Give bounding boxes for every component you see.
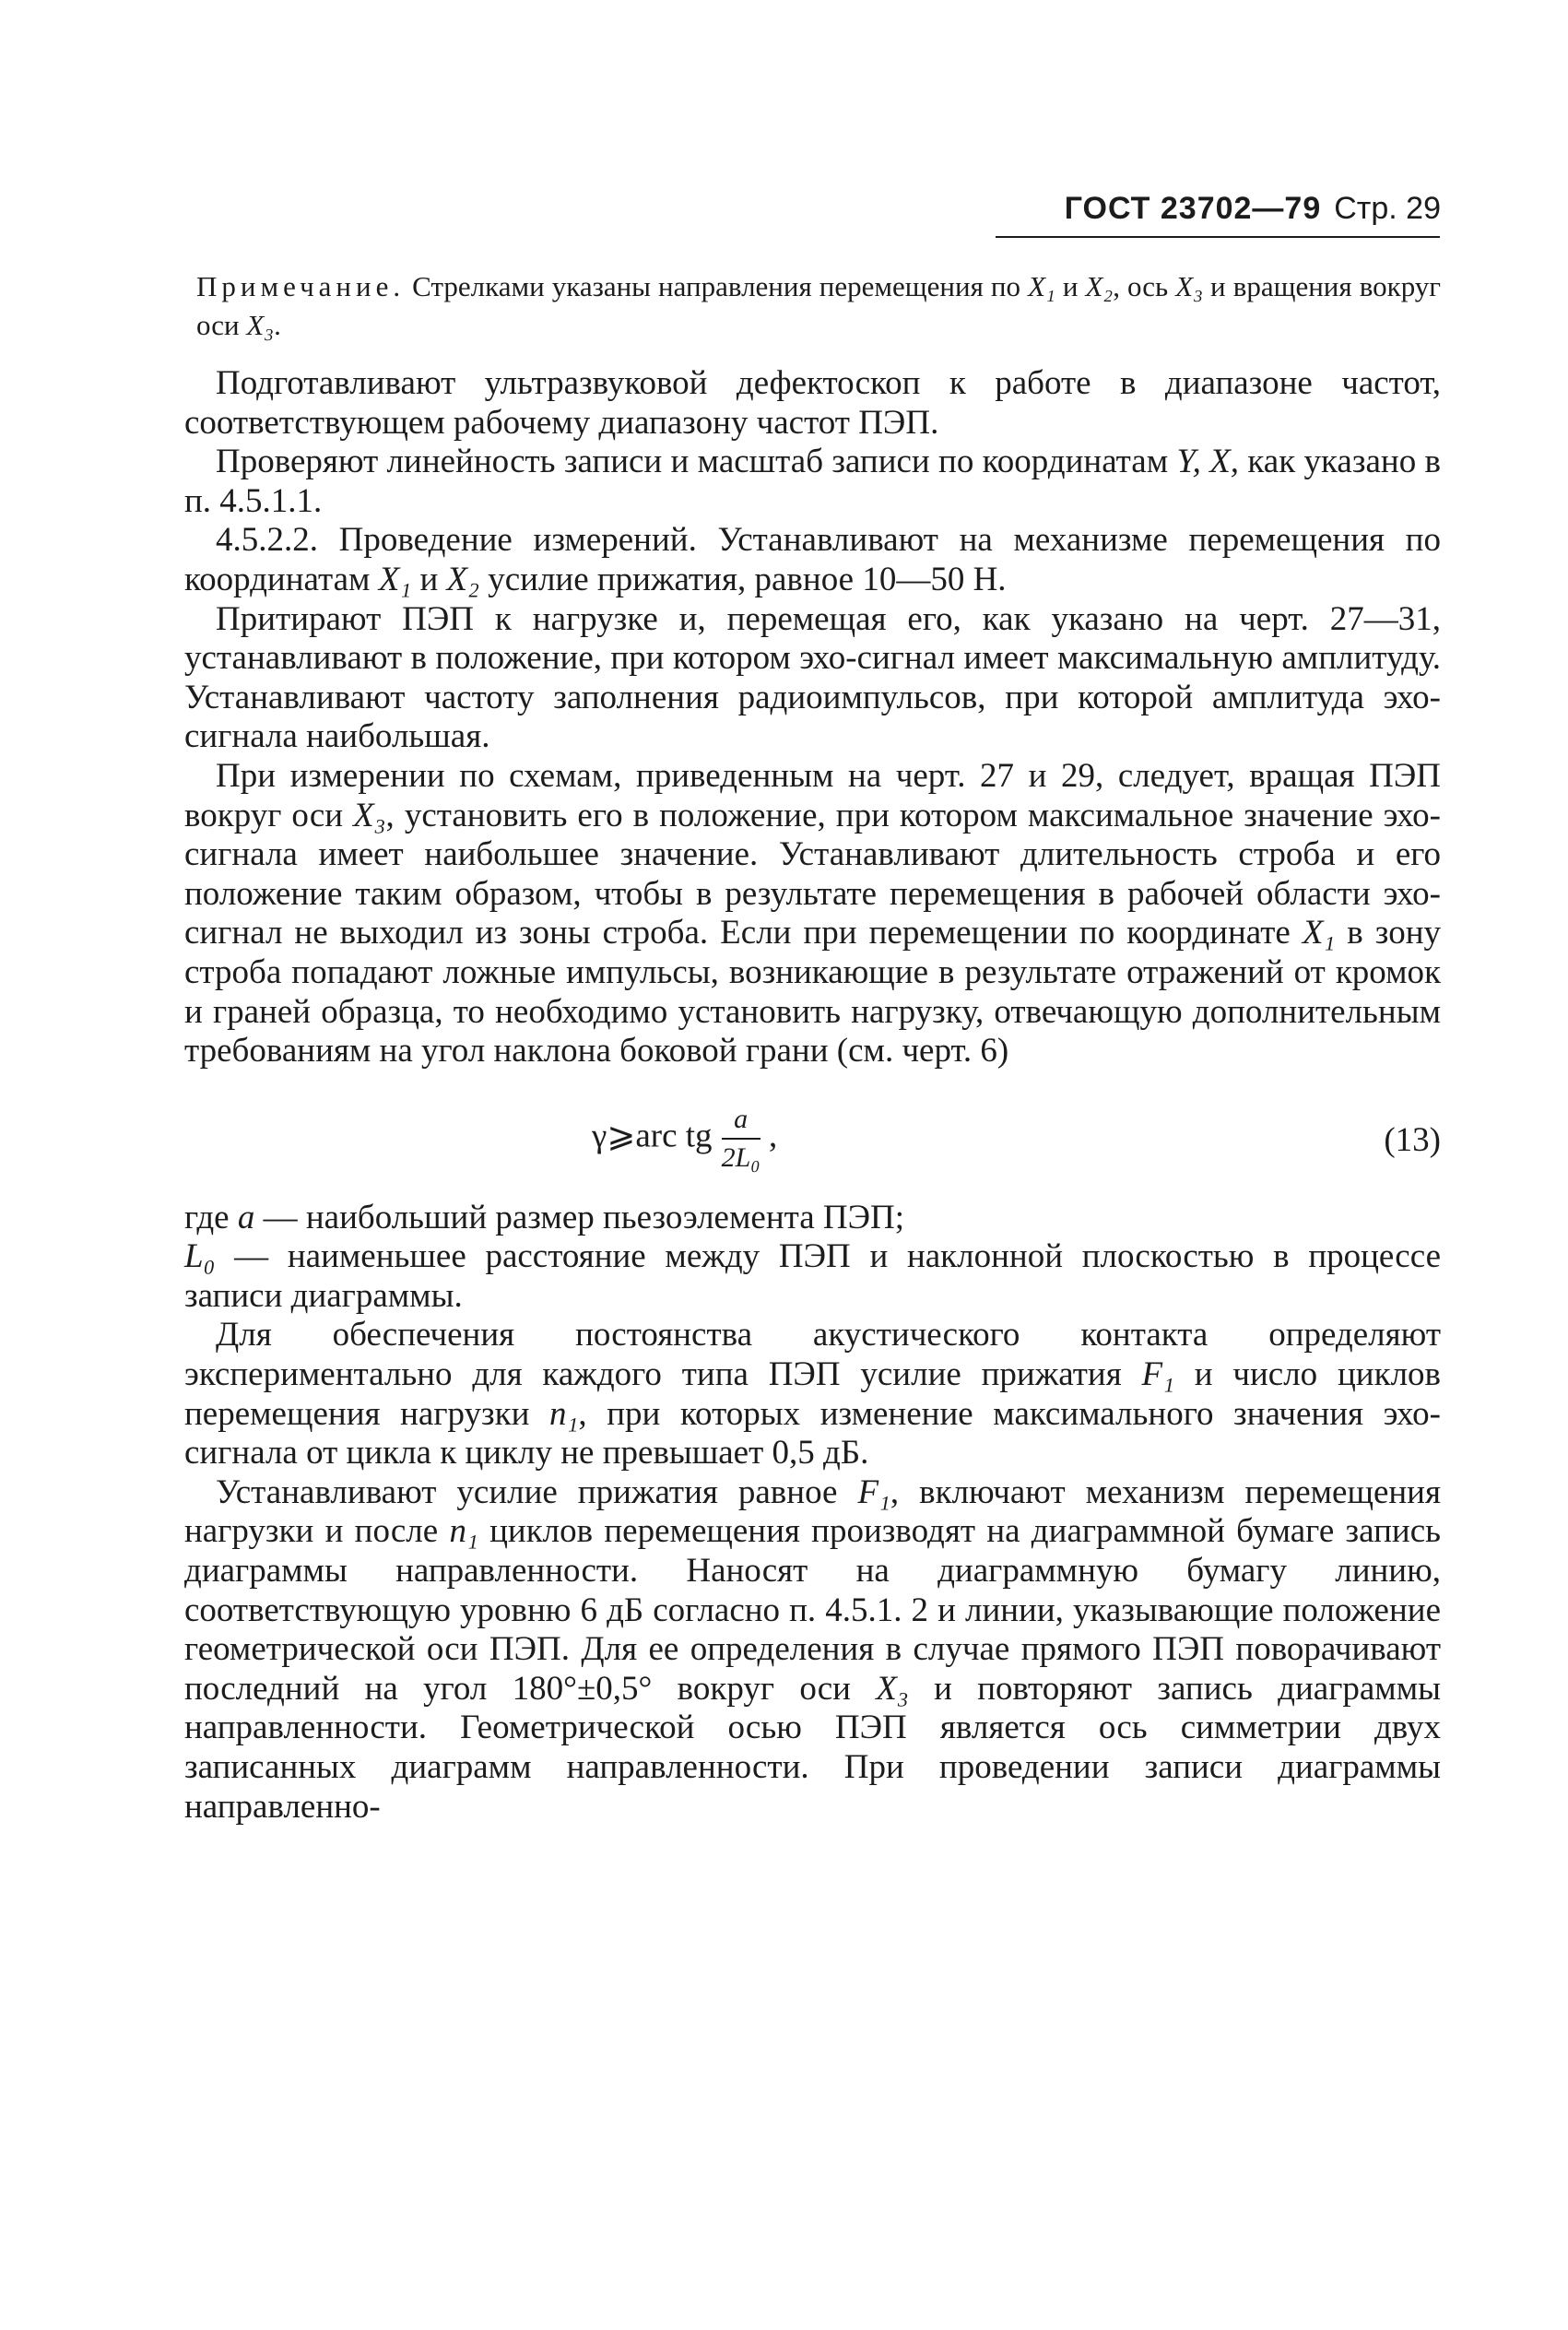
paragraph: При измерении по схемам, приведенным на черт. 27 и 29, следует, вращая ПЭП вокруг оси X₃, установить его в положение, при котором максимальное значение эхо-сигнала имеет наибольшее значение. Устанавливают длительность строба и его положение таким образом, чтобы в результате перемещения в рабочей области эхо-сигнал не выходил из зоны строба. Если при перемещении по координате X₁ в зону строба попадают ложные импульсы, возникающие в результате отражений от кромок и граней образца, то необходимо установить нагрузку, отвечающую дополнительным требованиям на угол наклона боковой грани (см. черт. 6) — [184, 756, 1442, 1070]
section-4-5-2-2: 4.5.2.2. Проведение измерений. Устанавливают на механизме перемещения по координатам X₁ и X₂ усилие прижатия, равное 10—50 Н. — [184, 521, 1441, 598]
formula-denominator: 2L₀ — [721, 1141, 760, 1173]
axis-x1: X₁ — [1028, 270, 1055, 302]
formula-13 — [184, 1081, 1441, 1199]
paragraph: Притирают ПЭП к нагрузке и, перемещая его, как указано на черт. 27—31, устанавливают в положение, при котором эхо-сигнал имеет максимальную амплитуду. Устанавливают частоту заполнения радиоимпульсов, при которой амплитуда эхо-сигнала наибольшая. — [184, 599, 1441, 756]
paragraph: Проверяют линейность записи и масштаб записи по координатам Y, X, как указано в п. 4.5.1.1. — [184, 443, 1441, 520]
formula-expression: γ⩾arc tg $\frac{a}{\text{2L₀}}$ , — [592, 1101, 777, 1177]
axis-x2: X₂ — [1085, 270, 1114, 302]
figure-note: Примечание. Стрелками указаны направления перемещения по X₁ и X₂, ось X₃ и вращения вокруг оси X₃. — [196, 270, 1442, 341]
axis-x3: X₃ — [246, 309, 275, 341]
paragraph: Устанавливают усилие прижатия равное F₁, включают механизм перемещения нагрузки и после n₁ циклов перемещения производят на диаграммной бумаге запись диаграммы направленности. Наносят на диаграммную бумагу линию, соответствующую уровню 6 дБ согласно п. 4.5.1. 2 и линии, указывающие положение геометрической оси ПЭП. Для ее определения в случае прямого ПЭП поворачивают последний на угол 180°±0,5° вокруг оси X₃ и повторяют запись диаграммы направленности. Геометрической осью ПЭП является ось симметрии двух записанных диаграмм направленности. При проведении записи диаграммы направленно- — [184, 1473, 1441, 1826]
page-header — [994, 183, 1441, 234]
formula-numerator: a — [722, 1101, 760, 1140]
definition-l0: L₀ — наименьшее расстояние между ПЭП и наклонной плоскостью в процессе записи диаграммы. — [184, 1237, 1441, 1315]
equation-number: (13) — [1384, 1120, 1441, 1159]
page-number: Стр. 29 — [1334, 191, 1441, 226]
body-text — [184, 364, 1441, 1827]
standard-number: ГОСТ 23702—79 — [1064, 191, 1322, 226]
paragraph: Для обеспечения постоянства акустического контакта определяют экспериментально для каждого типа ПЭП усилие прижатия F₁ и число циклов перемещения нагрузки n₁, при которых изменение максимального значения эхо-сигнала от цикла к циклу не превышает 0,5 дБ. — [184, 1316, 1442, 1473]
formula-lhs: γ⩾arc tg — [592, 1117, 713, 1155]
definition-a: где a — наибольший размер пьезоэлемента ПЭП; — [184, 1198, 905, 1236]
axis-x3: X₃ — [1175, 270, 1203, 302]
note-label: Примечание. — [196, 270, 406, 302]
header-rule — [996, 236, 1440, 238]
formula-fraction — [722, 1101, 760, 1177]
paragraph: Подготавливают ультразвуковой дефектоскоп к работе в диапазоне частот, соответствующем рабочему диапазону частот ПЭП. — [184, 364, 1441, 442]
